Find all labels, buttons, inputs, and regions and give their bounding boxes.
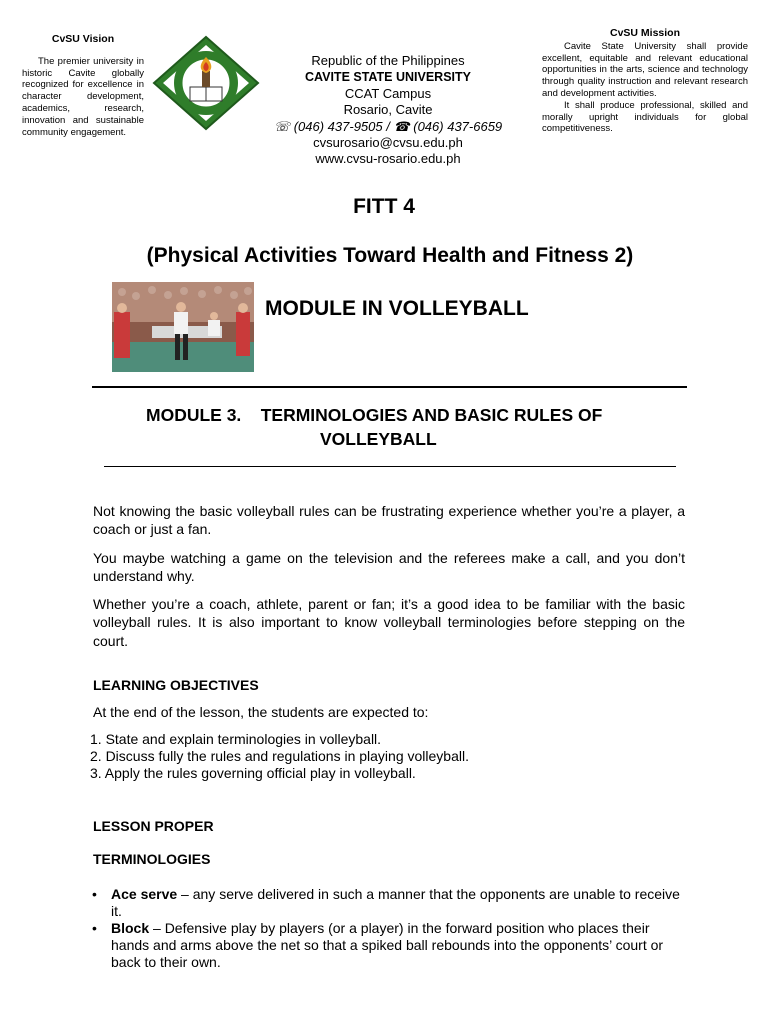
- campus-location: Rosario, Cavite: [343, 102, 433, 118]
- objectives-list: [90, 731, 469, 782]
- website-address: www.cvsu-rosario.edu.ph: [315, 151, 461, 167]
- volleyball-game-photo: [112, 282, 254, 372]
- mission-text-2: It shall produce professional, skilled and morally upright individuals for global competitiveness.: [542, 99, 748, 135]
- mission-block: [542, 28, 748, 135]
- list-item: [92, 886, 686, 920]
- phone-numbers: ☏ (046) 437-9505 / ☎ (046) 437-6659: [273, 118, 503, 134]
- module-3-title-line-2: VOLLEYBALL: [320, 429, 437, 449]
- vision-block: [22, 34, 144, 138]
- course-code: FITT 4: [353, 195, 415, 218]
- email-address: cvsurosario@cvsu.edu.ph: [313, 135, 463, 151]
- divider-line-thin: [104, 466, 676, 467]
- university-name: CAVITE STATE UNIVERSITY: [305, 70, 471, 85]
- list-item: [92, 920, 686, 971]
- objective-item: 3. Apply the rules governing official play in volleyball.: [90, 765, 416, 781]
- lesson-proper-heading: LESSON PROPER: [93, 818, 214, 834]
- mission-title: CvSU Mission: [609, 27, 680, 39]
- country-name: Republic of the Philippines: [311, 53, 465, 68]
- divider-line: [92, 386, 687, 388]
- module-3-title-line-1: MODULE 3. TERMINOLOGIES AND BASIC RULES OF: [146, 405, 603, 425]
- term-name: Ace serve: [111, 886, 178, 902]
- bullet-icon: •: [92, 920, 97, 936]
- objective-item: 1. State and explain terminologies in volleyball.: [90, 731, 382, 747]
- objective-item: 2. Discuss fully the rules and regulations in playing volleyball.: [90, 748, 469, 764]
- objectives-lead: At the end of the lesson, the students are expected to:: [93, 704, 429, 720]
- intro-paragraph-3: Whether you’re a coach, athlete, parent or fan; it’s a good idea to be familiar with the basic volleyball rules. It is also important to know volleyball terminologies before stepping on the court.: [93, 596, 685, 649]
- university-address-block: [268, 53, 508, 168]
- mission-text-1: Cavite State University shall provide excellent, equitable and relevant educational opportunities in the arts, science and technology through quality instruction and relevant research and development activities.: [542, 40, 748, 99]
- campus-name: CCAT Campus: [344, 85, 432, 101]
- term-definition: – Defensive play by players (or a player) in the forward position who places their hands and arms above the net so that a spiked ball rebounds into the opponents’ court or back to their own.: [111, 920, 664, 970]
- term-definition: – any serve delivered in such a manner that the opponents are unable to receive it.: [111, 886, 680, 919]
- terminology-list: [92, 886, 686, 971]
- vision-text: The premier university in historic Cavite globally recognized for excellence in character development, academics, research, innovation and sustainable community engagement.: [22, 55, 144, 138]
- intro-paragraph-1: Not knowing the basic volleyball rules can be frustrating experience whether you’re a player, a coach or just a fan.: [93, 503, 685, 538]
- course-full-title: (Physical Activities Toward Health and Fitness 2): [146, 244, 634, 267]
- terminologies-heading: TERMINOLOGIES: [93, 851, 211, 867]
- vision-title: CvSU Vision: [51, 33, 115, 45]
- term-name: Block: [111, 920, 150, 936]
- cvsu-seal-logo: [152, 35, 260, 131]
- bullet-icon: •: [92, 886, 97, 902]
- intro-paragraph-2: You maybe watching a game on the television and the referees make a call, and you don’t understand why.: [93, 550, 685, 585]
- objectives-heading: LEARNING OBJECTIVES: [93, 677, 259, 693]
- module-heading: MODULE IN VOLLEYBALL: [265, 297, 529, 320]
